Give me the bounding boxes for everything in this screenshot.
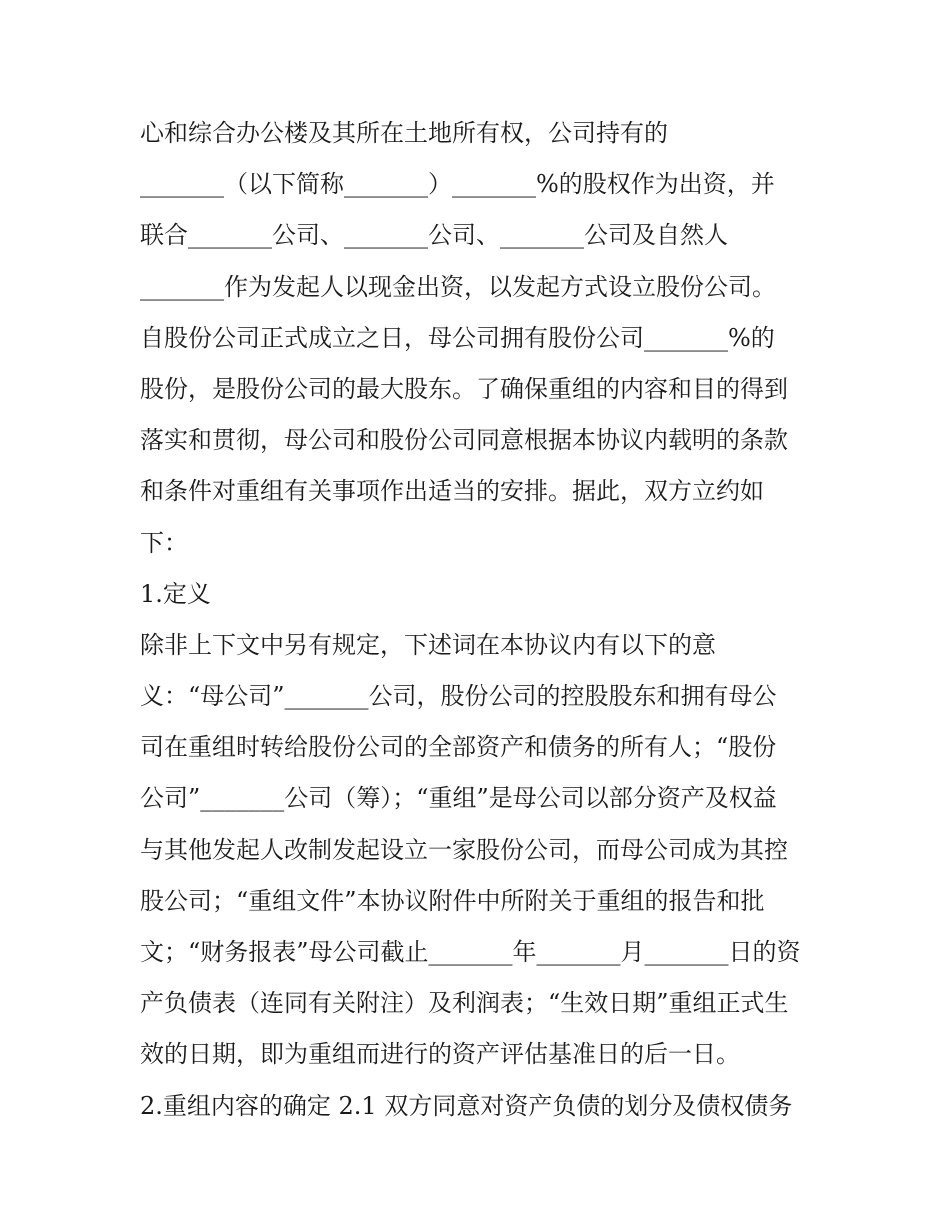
- agreement-text: [140, 108, 830, 1132]
- text-line: 除非上下文中另有规定，下述词在本协议内有以下的意: [140, 630, 716, 659]
- text-line: 落实和贯彻，母公司和股份公司同意根据本协议内载明的条款: [140, 426, 788, 455]
- text-line: 效的日期，即为重组而进行的资产评估基准日的后一日。: [140, 1040, 740, 1069]
- text-line: 义：“母公司”_______公司，股份公司的控股股东和拥有母公: [140, 682, 777, 711]
- text-line: 联合_______公司、_______公司、_______公司及自然人: [140, 221, 728, 250]
- section-heading-restructuring: 2.重组内容的确定 2.1 双方同意对资产负债的划分及债权债务: [140, 1091, 793, 1120]
- text-line: 下：: [140, 528, 188, 557]
- text-line: 股份，是股份公司的最大股东。了确保重组的内容和目的得到: [140, 374, 788, 403]
- text-line: 和条件对重组有关事项作出适当的安排。据此，双方立约如: [140, 477, 764, 506]
- text-line: 心和综合办公楼及其所在土地所有权，公司持有的: [140, 119, 668, 147]
- text-line: 自股份公司正式成立之日，母公司拥有股份公司_______%的: [140, 323, 775, 352]
- text-line: 司在重组时转给股份公司的全部资产和债务的所有人；“股份: [140, 733, 777, 762]
- text-line: 产负债表（连同有关附注）及利润表；“生效日期”重组正式生: [140, 989, 789, 1018]
- text-line: _______作为发起人以现金出资，以发起方式设立股份公司。: [140, 272, 776, 301]
- text-line: 公司”_______公司（筹）；“重组”是母公司以部分资产及权益: [140, 784, 777, 813]
- text-line: 文；“财务报表”母公司截止_______年_______月_______日的资: [140, 938, 801, 966]
- text-line: 与其他发起人改制发起设立一家股份公司，而母公司成为其控: [140, 835, 788, 864]
- section-heading-definitions: 1.定义: [140, 579, 211, 608]
- text-line: _______（以下简称_______）_______%的股权作为出资，并: [140, 170, 775, 199]
- text-line: 股公司；“重组文件”本协议附件中所附关于重组的报告和批: [140, 886, 765, 915]
